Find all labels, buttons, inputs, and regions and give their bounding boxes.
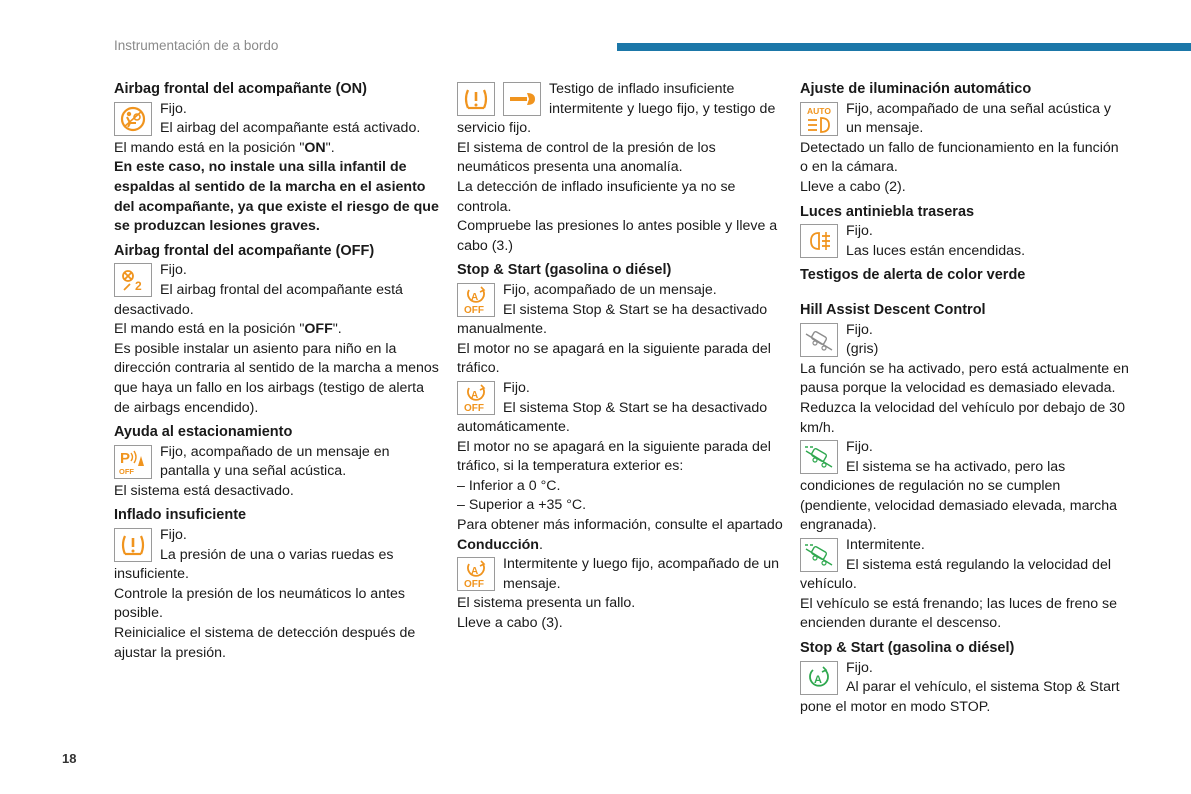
text-line: El sistema Stop & Start se ha desactivado automáticamente. — [457, 399, 768, 436]
text-line: La presión de una o varias ruedas es insuficiente. — [114, 546, 394, 583]
text-line: Compruebe las presiones lo antes posible y lleve a cabo (3.) — [457, 218, 778, 254]
text-line: Al parar el vehículo, el sistema Stop & Start pone el motor en modo STOP. — [800, 679, 1120, 715]
section-hill-descent — [800, 301, 1130, 634]
text-line: Fijo, acompañado de una señal acústica y un mensaje. — [846, 100, 1111, 137]
text-line: La función se ha activado, pero está actualmente en pausa porque la velocidad es demasiado elevada. — [800, 360, 1129, 397]
svg-text:2: 2 — [135, 279, 142, 294]
stop-start-green-icon — [800, 661, 838, 695]
column-middle — [457, 80, 787, 639]
text-line: Fijo, acompañado de un mensaje. — [503, 281, 717, 298]
section-title: Stop & Start (gasolina o diésel) — [457, 262, 672, 279]
svg-text:A: A — [814, 673, 822, 686]
text-line: Reduzca la velocidad del vehículo por debajo de 30 km/h. — [800, 399, 1125, 436]
text-line: El sistema Stop & Start se ha desactivado manualmente. — [457, 301, 768, 338]
text-line: Fijo, acompañado de un mensaje en pantalla y una señal acústica. — [160, 443, 390, 480]
text-line: El mando está en la posición "ON". — [114, 139, 335, 156]
text-line: Fijo. — [160, 527, 187, 544]
section-auto-lighting — [800, 80, 1130, 198]
section-stop-start-green — [800, 639, 1130, 717]
text-line: El sistema está regulando la velocidad del vehículo. — [800, 556, 1111, 593]
section-tyre-pressure — [114, 506, 439, 663]
column-right — [800, 80, 1130, 722]
text-line: El airbag del acompañante está activado. — [160, 120, 421, 137]
svg-text:A: A — [471, 389, 479, 401]
section-rear-fog — [800, 203, 1130, 262]
text-line: La detección de inflado insuficiente ya no se controla. — [457, 178, 736, 215]
svg-text:AUTO: AUTO — [807, 105, 831, 116]
section-title: Ayuda al estacionamiento — [114, 424, 293, 441]
text-line: Fijo. — [846, 321, 873, 338]
section-title: Luces antiniebla traseras — [800, 203, 975, 220]
section-parking-aid — [114, 423, 439, 501]
text-line: Lleve a cabo (3). — [457, 615, 563, 632]
text-line: El vehículo se está frenando; las luces de freno se encienden durante el descenso. — [800, 595, 1118, 632]
stop-start-off-icon — [457, 283, 495, 317]
svg-text:A: A — [471, 291, 479, 303]
section-title: Hill Assist Descent Control — [800, 301, 986, 318]
text-line: El motor no se apagará en la siguiente parada del tráfico. — [457, 340, 771, 377]
stop-start-off-icon — [457, 381, 495, 415]
svg-text:P: P — [120, 449, 131, 467]
rear-fog-light-icon — [800, 224, 838, 258]
text-line: – Inferior a 0 °C. — [457, 477, 561, 494]
svg-text:OFF: OFF — [119, 466, 134, 476]
wrench-icon — [503, 82, 541, 116]
svg-text:OFF: OFF — [464, 402, 484, 413]
hill-descent-grey-icon — [800, 323, 838, 357]
page-number: 18 — [62, 751, 77, 766]
section-green-warnings — [800, 266, 1130, 286]
header-accent-bar — [617, 43, 1191, 51]
text-line: Fijo. — [846, 659, 873, 676]
warning-text: En este caso, no instale una silla infantil de espaldas al sentido de la marcha en el asiento del acompañante, ya que existe el riesgo de que se produzcan lesiones graves. — [114, 159, 439, 235]
text-line: Reinicialice el sistema de detección después de ajustar la presión. — [114, 625, 416, 661]
stop-start-off-icon — [457, 557, 495, 591]
text-line: Intermitente y luego fijo, acompañado de un mensaje. — [503, 556, 780, 592]
svg-text:A: A — [471, 566, 479, 578]
airbag-on-icon — [114, 102, 152, 136]
text-line: El motor no se apagará en la siguiente parada del tráfico, si la temperatura exterior es: — [457, 438, 771, 475]
text-line: Fijo. — [160, 262, 187, 279]
hill-descent-green-icon — [800, 440, 838, 474]
text-line: El sistema presenta un fallo. — [457, 595, 636, 612]
text-line: Fijo. — [160, 100, 187, 117]
text-line: Es posible instalar un asiento para niño en la dirección contraria al sentido de la marcha a menos que haya un fallo en los airbags (testigo de alerta de airbags encendido). — [114, 340, 439, 416]
text-line: El airbag frontal del acompañante está desactivado. — [114, 281, 403, 318]
section-airbag-off — [114, 242, 439, 418]
text-line: El sistema se ha activado, pero las condiciones de regulación no se cumplen (pendiente, velocidad demasiado elevada, marcha engranada). — [800, 458, 1118, 534]
section-title: Inflado insuficiente — [114, 507, 247, 524]
text-line: Las luces están encendidas. — [846, 242, 1026, 259]
airbag-off-icon — [114, 263, 152, 297]
section-title: Testigos de alerta de color verde — [800, 267, 1026, 284]
text-line: El sistema de control de la presión de los neumáticos presenta una anomalía. — [457, 139, 716, 176]
section-airbag-on — [114, 80, 439, 237]
svg-text:OFF: OFF — [464, 579, 484, 590]
text-line: Intermitente. — [846, 537, 925, 554]
text-line: Fijo. — [846, 223, 873, 240]
text-line: (gris) — [846, 341, 879, 358]
page-header-title: Instrumentación de a bordo — [114, 38, 279, 53]
column-left — [114, 80, 439, 668]
text-line: Fijo. — [846, 439, 873, 456]
section-title: Airbag frontal del acompañante (OFF) — [114, 242, 375, 259]
hill-descent-green-icon — [800, 538, 838, 572]
text-line: – Superior a +35 °C. — [457, 497, 587, 514]
tyre-pressure-icon — [457, 82, 495, 116]
text-line: Para obtener más información, consulte el apartado Conducción. — [457, 517, 783, 553]
section-title: Stop & Start (gasolina o diésel) — [800, 640, 1015, 657]
parking-off-icon — [114, 445, 152, 479]
text-line: Detectado un fallo de funcionamiento en la función o en la cámara. — [800, 139, 1119, 176]
text-line: El mando está en la posición "OFF". — [114, 321, 342, 338]
section-stop-start — [457, 261, 787, 633]
section-title: Ajuste de iluminación automático — [800, 81, 1032, 97]
text-line: Lleve a cabo (2). — [800, 178, 906, 195]
text-line: Testigo de inflado insuficiente intermitente y luego fijo, y testigo de servicio fijo. — [457, 81, 776, 137]
text-line: Fijo. — [503, 379, 530, 396]
text-line: El sistema está desactivado. — [114, 482, 294, 499]
auto-headlamp-icon — [800, 102, 838, 136]
tyre-pressure-icon — [114, 528, 152, 562]
section-tyre-service — [457, 80, 787, 256]
section-title: Airbag frontal del acompañante (ON) — [114, 81, 367, 97]
text-line: Controle la presión de los neumáticos lo antes posible. — [114, 585, 406, 622]
svg-text:OFF: OFF — [464, 304, 484, 315]
